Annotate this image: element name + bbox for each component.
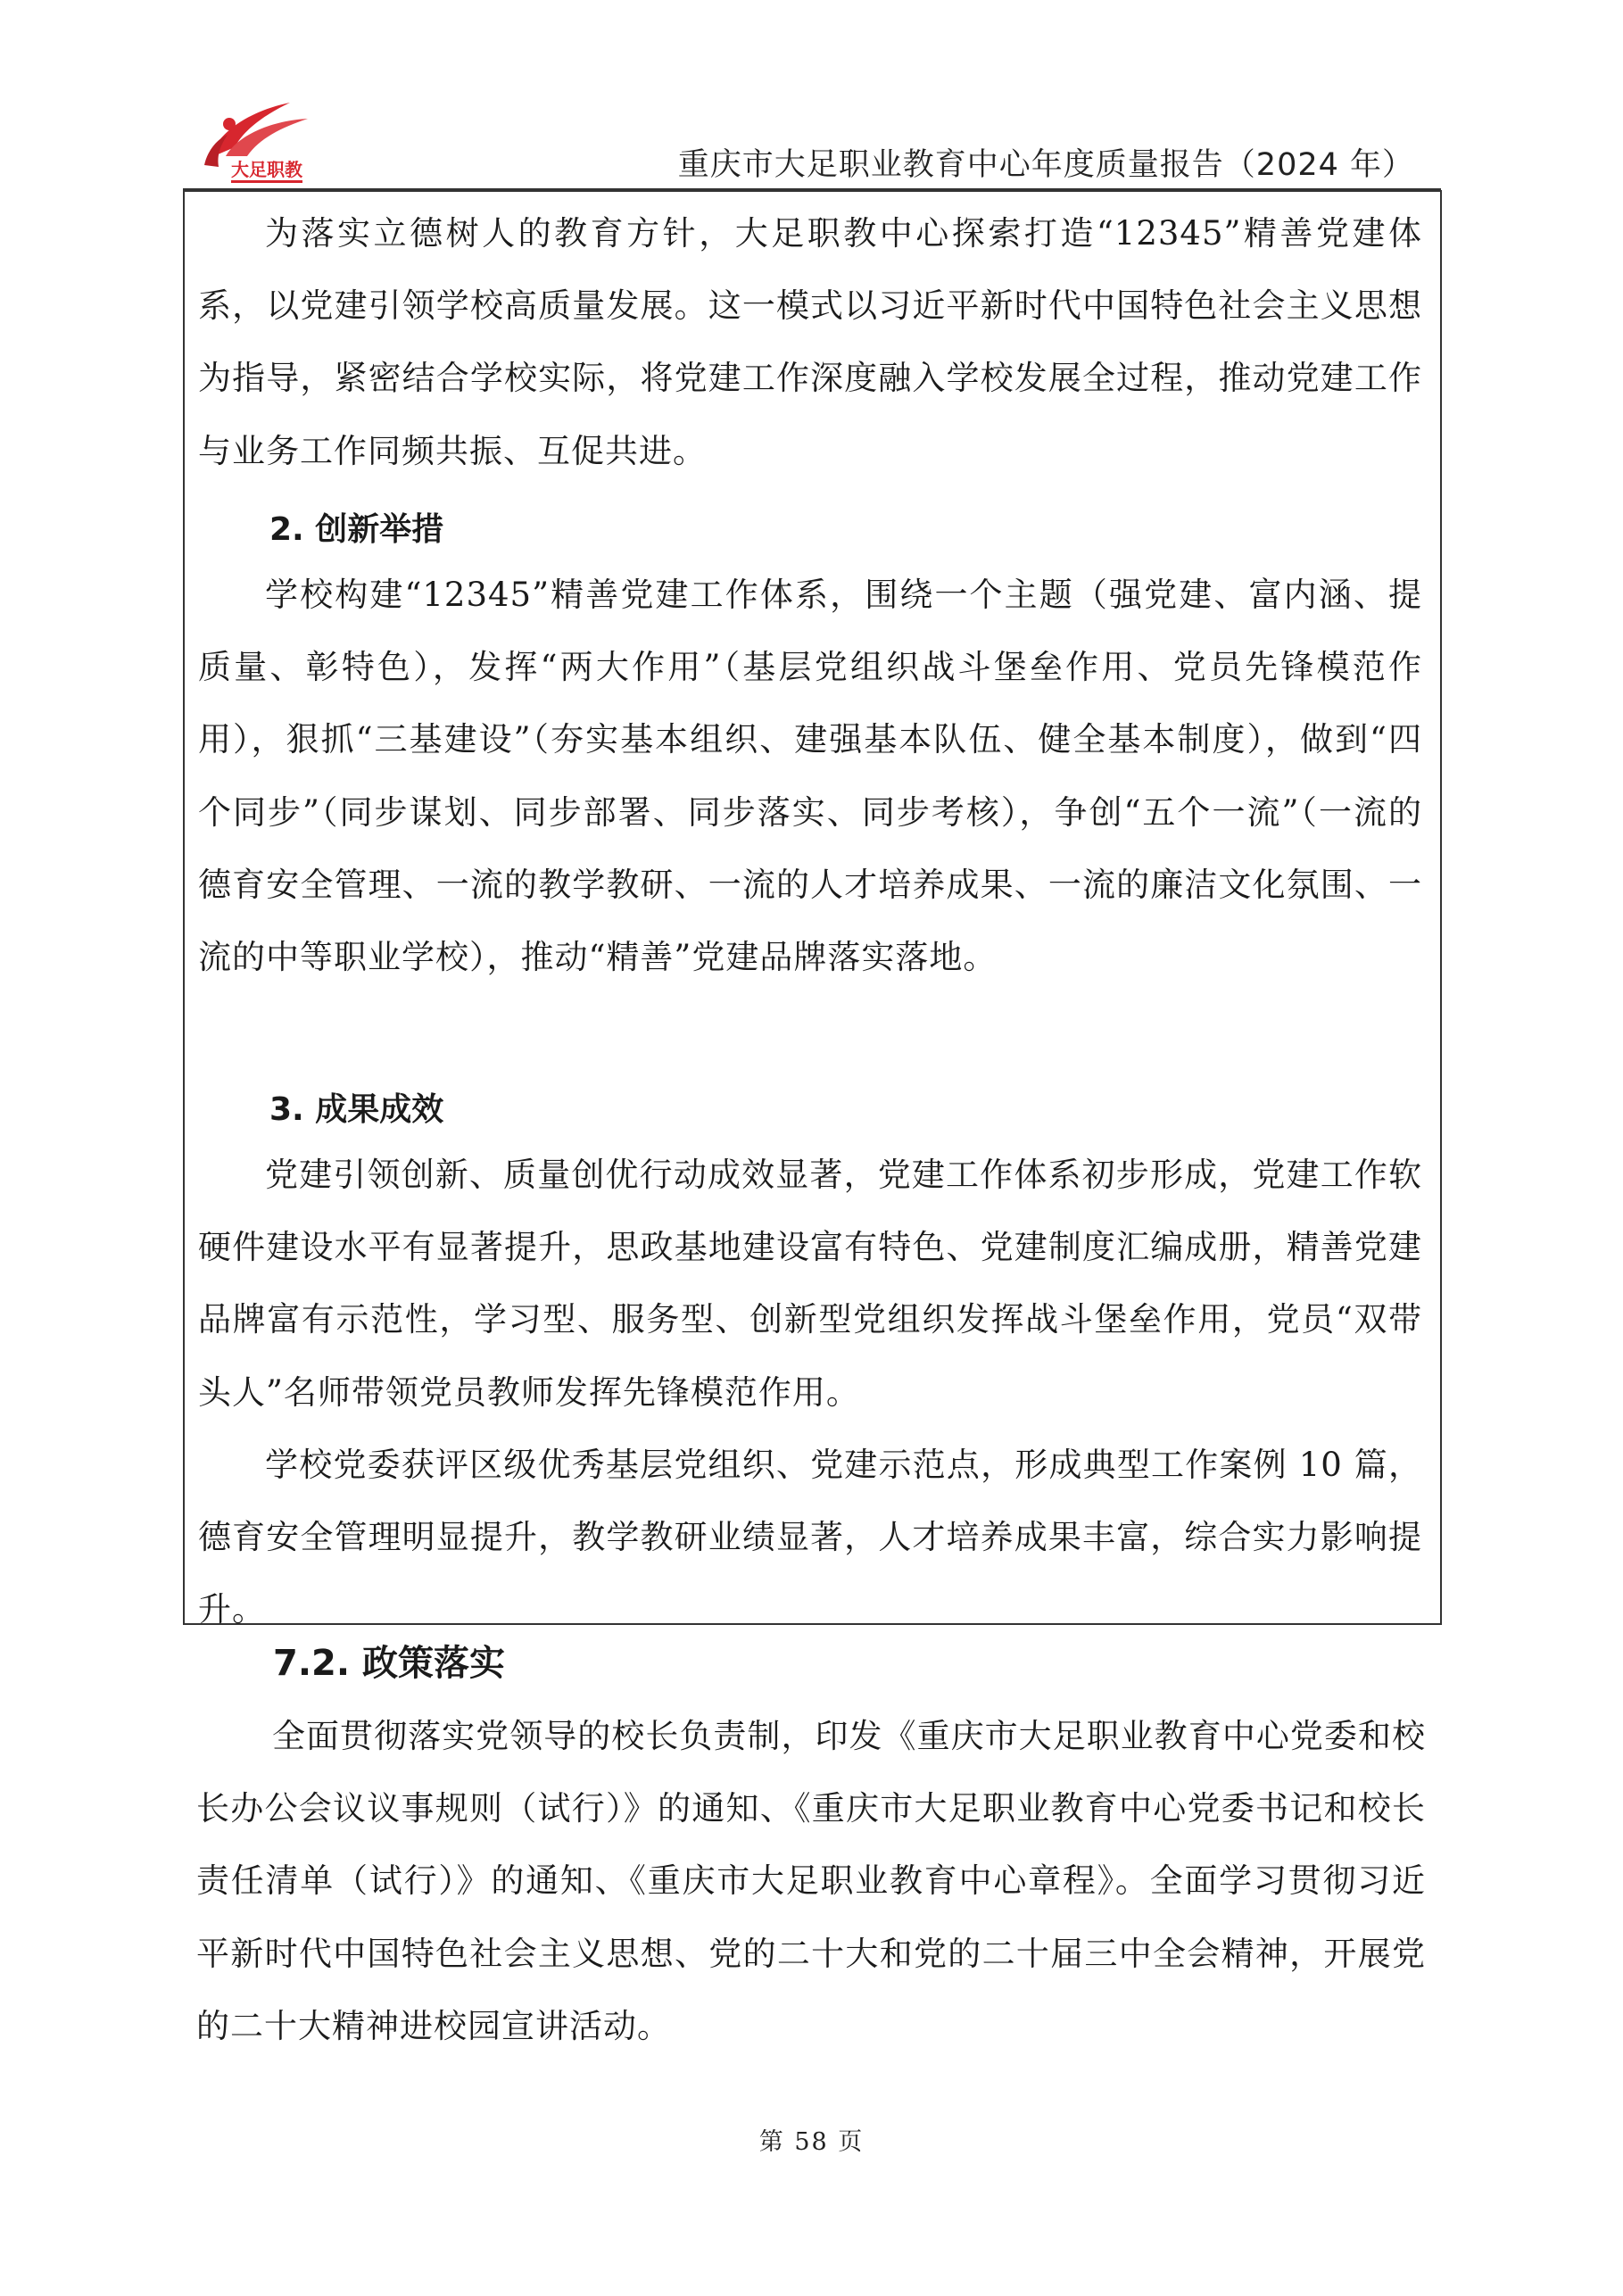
case-intro: 为落实立德树人的教育方针，大足职教中心探索打造“12345”精善党建体系，以党建引领学校高质量发展。这一模式以习近平新时代中国特色社会主义思想为指导，紧密结合学校实际，将党建工作深度融入学校发展全过程，推动党建工作与业务工作同频共振、互促共进。 — [198, 214, 1422, 470]
results-text-2: 学校党委获评区级优秀基层党组织、党建示范点，形成典型工作案例 10 篇，德育安全管理明显提升，教学教研业绩显著，人才培养成果丰富，综合实力影响提升。 — [198, 1446, 1422, 1629]
section-7-2-heading: 7.2. 政策落实 — [273, 1643, 505, 1684]
results-text-1: 党建引领创新、质量创优行动成效显著，党建工作体系初步形成，党建工作软硬件建设水平有显著提升，思政基地建设富有特色、党建制度汇编成册，精善党建品牌富有示范性，学习型、服务型、创新型党组织发挥战斗堡垒作用，党员“双带头人”名师带领党员教师发挥先锋模范作用。 — [198, 1156, 1422, 1412]
results-heading: 3. 成果成效 — [269, 1091, 444, 1128]
innovation-heading: 2. 创新举措 — [269, 511, 444, 548]
school-logo — [192, 94, 326, 190]
report-title: 重庆市大足职业教育中心年度质量报告（2024 年） — [677, 147, 1414, 183]
innovation-text: 学校构建“12345”精善党建工作体系，围绕一个主题（强党建、富内涵、提质量、彰特色），发挥“两大作用”（基层党组织战斗堡垒作用、党员先锋模范作用），狠抓“三基建设”（夯实基本组织、建强基本队伍、健全基本制度），做到“四个同步”（同步谋划、同步部署、同步落实、同步考核），争创“五个一流”（一流的德育安全管理、一流的教学教研、一流的人才培养成果、一流的廉洁文化氛围、一流的中等职业学校），推动“精善”党建品牌落实落地。 — [198, 576, 1422, 977]
page-number: 第 58 页 — [758, 2128, 865, 2156]
case-box — [183, 190, 1442, 1629]
policy-text: 全面贯彻落实党领导的校长负责制，印发《重庆市大足职业教育中心党委和校长办公会议议事规则（试行）》的通知、《重庆市大足职业教育中心党委书记和校长责任清单（试行）》的通知、《重庆市大足职业教育中心章程》。全面学习贯彻习近平新时代中国特色社会主义思想、党的二十大和党的二十届三中全会精神，开展党的二十大精神进校园宣讲活动。 — [196, 1717, 1426, 2045]
page-header — [183, 94, 1441, 192]
svg-text:大足职教: 大足职教 — [231, 159, 302, 180]
